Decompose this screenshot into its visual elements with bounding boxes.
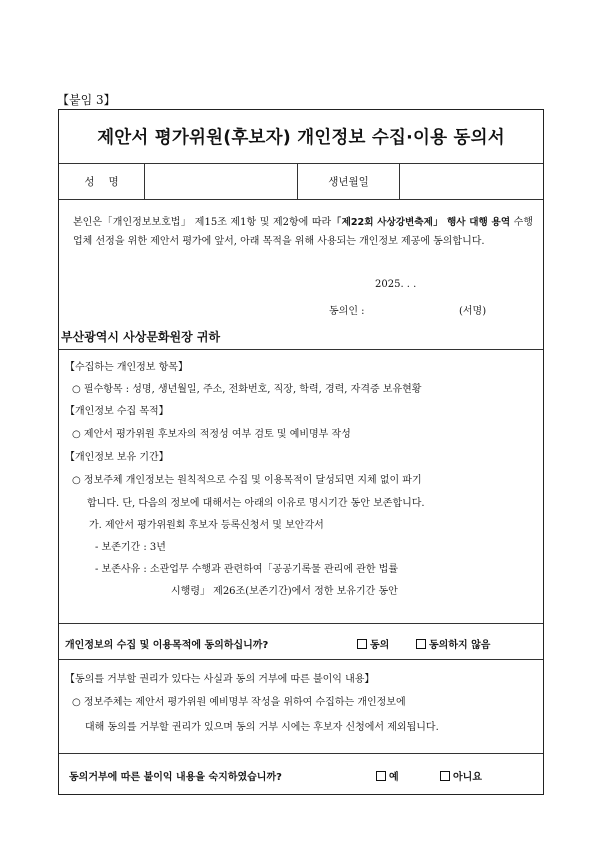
retention-reason-1: - 보존사유 : 소관업무 수행과 관련하여「공공기록물 관리에 관한 법률 xyxy=(95,564,398,575)
retention-text-2: 합니다. 단, 다음의 정보에 대해서는 아래의 이유로 명시기간 동안 보존합니다. xyxy=(87,498,425,509)
agree-checkbox[interactable] xyxy=(357,639,367,649)
retention-text-1: ○ 정보주체 개인정보는 원칙적으로 수집 및 이용목적이 달성되면 지체 없이 파기 xyxy=(72,475,422,486)
disagree-option[interactable] xyxy=(416,636,490,651)
agree-option[interactable] xyxy=(357,636,389,651)
birth-input[interactable] xyxy=(400,164,545,199)
items-required: ○ 필수항목 : 성명, 생년월일, 주소, 전화번호, 직장, 학력, 경력, 자격증 보유현황 xyxy=(72,384,422,395)
refusal-text-1: ○ 정보주체는 제안서 평가위원 예비명부 작성을 위하여 수집하는 개인정보에 xyxy=(72,697,406,708)
agree-label: 동의 xyxy=(370,640,390,651)
birth-label: 생년월일 xyxy=(298,164,400,199)
consent-text-2: 수행업체 선정을 위한 제안서 평가에 앞서, 아래 목적을 위해 사용되는 개인정보 제공에 동의합니다. xyxy=(73,217,533,247)
refusal-heading: 【동의를 거부할 권리가 있다는 사실과 동의 거부에 따른 불이익 내용】 xyxy=(65,674,375,685)
purpose-heading: 【개인정보 수집 목적】 xyxy=(65,406,169,417)
consent-date: 2025. . . xyxy=(375,279,417,290)
recipient: 부산광역시 사상문화원장 귀하 xyxy=(61,330,221,344)
consent-statement xyxy=(59,200,543,350)
question-acknowledge-row xyxy=(59,754,543,794)
signature-field[interactable]: (서명) xyxy=(459,306,487,317)
no-label: 아니요 xyxy=(453,772,482,783)
consent-form xyxy=(58,109,544,795)
personal-info-row xyxy=(59,164,543,200)
disagree-checkbox[interactable] xyxy=(416,639,426,649)
yes-checkbox[interactable] xyxy=(376,771,386,781)
no-option[interactable] xyxy=(440,768,482,783)
info-section xyxy=(59,350,543,624)
name-label: 성명 xyxy=(59,164,145,199)
form-title: 제안서 평가위원(후보자) 개인정보 수집·이용 동의서 xyxy=(59,110,543,164)
no-checkbox[interactable] xyxy=(440,771,450,781)
name-input[interactable] xyxy=(145,164,298,199)
retention-sub: 가. 제안서 평가위원회 후보자 등록신청서 및 보안각서 xyxy=(89,520,324,531)
items-heading: 【수집하는 개인정보 항목】 xyxy=(65,362,188,373)
consent-text-bold: 「제22회 사상강변축제」 행사 대행 용역 xyxy=(331,217,511,228)
retention-reason-2: 시행령」 제26조(보존기간)에서 정한 보유기간 동안 xyxy=(171,586,398,597)
retention-period: - 보존기간 : 3년 xyxy=(95,542,166,553)
question-acknowledge: 동의거부에 따른 불이익 내용을 숙지하였습니까? xyxy=(69,772,282,783)
signer-label: 동의인 : xyxy=(329,306,365,317)
attachment-label: 【붙임 3】 xyxy=(57,93,116,107)
disagree-label: 동의하지 않음 xyxy=(429,640,491,651)
refusal-text-2: 대해 동의를 거부할 권리가 있으며 동의 거부 시에는 후보자 신청에서 제외됩니다. xyxy=(85,722,439,733)
yes-option[interactable] xyxy=(376,768,399,783)
refusal-section xyxy=(59,660,543,754)
question-consent-row xyxy=(59,624,543,660)
consent-text-1: 본인은「개인정보보호법」 제15조 제1항 및 제2항에 따라 xyxy=(73,217,332,228)
question-consent: 개인정보의 수집 및 이용목적에 동의하십니까? xyxy=(65,640,269,651)
consent-text xyxy=(73,213,533,251)
yes-label: 예 xyxy=(389,772,399,783)
purpose-text: ○ 제안서 평가위원 후보자의 적정성 여부 검토 및 예비명부 작성 xyxy=(72,429,351,440)
retention-heading: 【개인정보 보유 기간】 xyxy=(65,452,169,463)
